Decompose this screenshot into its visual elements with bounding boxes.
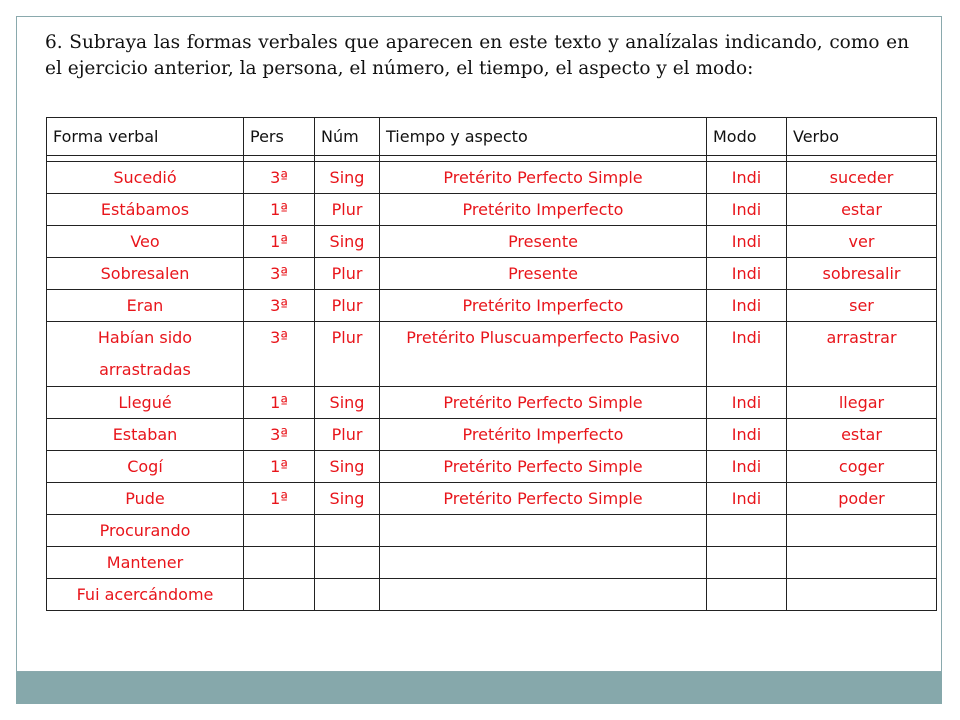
cell-modo: Indi xyxy=(707,258,787,290)
cell-num xyxy=(315,579,380,611)
cell-forma-verbal: Eran xyxy=(47,290,244,322)
verb-analysis-table xyxy=(46,117,937,611)
cell-tiempo-aspecto xyxy=(380,579,707,611)
table-body xyxy=(47,156,937,611)
cell-modo: Indi xyxy=(707,387,787,419)
table-row xyxy=(47,258,937,290)
cell-modo: Indi xyxy=(707,451,787,483)
header-tiempo-aspecto: Tiempo y aspecto xyxy=(380,118,707,156)
table-row xyxy=(47,162,937,194)
cell-verbo: ser xyxy=(787,290,937,322)
cell-tiempo-aspecto: Pretérito Perfecto Simple xyxy=(380,483,707,515)
cell-num: Plur xyxy=(315,194,380,226)
cell-verbo: estar xyxy=(787,194,937,226)
cell-tiempo-aspecto: Pretérito Perfecto Simple xyxy=(380,387,707,419)
cell-pers: 1ª xyxy=(244,226,315,258)
footer-bar xyxy=(16,672,942,704)
cell-pers: 1ª xyxy=(244,483,315,515)
cell-modo: Indi xyxy=(707,322,787,387)
header-pers: Pers xyxy=(244,118,315,156)
table-row xyxy=(47,547,937,579)
cell-forma-verbal: Llegué xyxy=(47,387,244,419)
cell-pers xyxy=(244,579,315,611)
cell-num: Plur xyxy=(315,419,380,451)
cell-num xyxy=(315,515,380,547)
cell-tiempo-aspecto: Pretérito Perfecto Simple xyxy=(380,451,707,483)
cell-forma-verbal: Procurando xyxy=(47,515,244,547)
table-row xyxy=(47,483,937,515)
cell-modo: Indi xyxy=(707,162,787,194)
cell-forma-verbal: Estábamos xyxy=(47,194,244,226)
cell-pers: 1ª xyxy=(244,387,315,419)
cell-forma-verbal: Sucedió xyxy=(47,162,244,194)
cell-num: Plur xyxy=(315,290,380,322)
cell-num: Sing xyxy=(315,451,380,483)
table-row xyxy=(47,226,937,258)
cell-verbo: coger xyxy=(787,451,937,483)
header-modo: Modo xyxy=(707,118,787,156)
cell-num: Sing xyxy=(315,162,380,194)
cell-verbo: llegar xyxy=(787,387,937,419)
cell-tiempo-aspecto: Pretérito Pluscuamperfecto Pasivo xyxy=(380,322,707,387)
cell-tiempo-aspecto xyxy=(380,547,707,579)
cell-modo xyxy=(707,579,787,611)
cell-modo: Indi xyxy=(707,290,787,322)
cell-num: Plur xyxy=(315,258,380,290)
cell-pers: 3ª xyxy=(244,419,315,451)
cell-tiempo-aspecto: Presente xyxy=(380,258,707,290)
cell-tiempo-aspecto: Presente xyxy=(380,226,707,258)
cell-modo: Indi xyxy=(707,419,787,451)
cell-num: Sing xyxy=(315,226,380,258)
cell-verbo xyxy=(787,579,937,611)
cell-forma-verbal: Mantener xyxy=(47,547,244,579)
cell-verbo xyxy=(787,547,937,579)
header-forma-verbal: Forma verbal xyxy=(47,118,244,156)
cell-modo: Indi xyxy=(707,226,787,258)
cell-num xyxy=(315,547,380,579)
table-row xyxy=(47,451,937,483)
cell-pers: 3ª xyxy=(244,322,315,387)
cell-verbo: suceder xyxy=(787,162,937,194)
cell-tiempo-aspecto: Pretérito Imperfecto xyxy=(380,194,707,226)
cell-num: Sing xyxy=(315,387,380,419)
cell-forma-verbal: Habían sido arrastradas xyxy=(47,322,244,387)
cell-pers: 3ª xyxy=(244,290,315,322)
cell-tiempo-aspecto xyxy=(380,515,707,547)
cell-pers: 3ª xyxy=(244,258,315,290)
cell-verbo: poder xyxy=(787,483,937,515)
cell-forma-verbal: Cogí xyxy=(47,451,244,483)
table-row xyxy=(47,387,937,419)
table-row xyxy=(47,194,937,226)
cell-pers xyxy=(244,515,315,547)
cell-pers xyxy=(244,547,315,579)
table-header-row xyxy=(47,118,937,156)
cell-tiempo-aspecto: Pretérito Perfecto Simple xyxy=(380,162,707,194)
cell-pers: 1ª xyxy=(244,194,315,226)
table-row xyxy=(47,419,937,451)
exercise-instructions: 6. Subraya las formas verbales que aparecen en este texto y analízalas indicando, como en el ejercicio anterior, la persona, el número, el tiempo, el aspecto y el modo: xyxy=(45,32,909,79)
table-row xyxy=(47,515,937,547)
cell-verbo: estar xyxy=(787,419,937,451)
cell-modo: Indi xyxy=(707,483,787,515)
cell-pers: 3ª xyxy=(244,162,315,194)
cell-forma-verbal: Sobresalen xyxy=(47,258,244,290)
cell-verbo xyxy=(787,515,937,547)
cell-tiempo-aspecto: Pretérito Imperfecto xyxy=(380,290,707,322)
cell-forma-verbal: Estaban xyxy=(47,419,244,451)
cell-verbo: sobresalir xyxy=(787,258,937,290)
cell-verbo: arrastrar xyxy=(787,322,937,387)
cell-num: Sing xyxy=(315,483,380,515)
table-row xyxy=(47,322,937,387)
cell-verbo: ver xyxy=(787,226,937,258)
cell-modo xyxy=(707,515,787,547)
header-verbo: Verbo xyxy=(787,118,937,156)
table-row xyxy=(47,579,937,611)
cell-forma-verbal: Veo xyxy=(47,226,244,258)
table-row xyxy=(47,290,937,322)
cell-modo: Indi xyxy=(707,194,787,226)
header-num: Núm xyxy=(315,118,380,156)
cell-forma-verbal: Fui acercándome xyxy=(47,579,244,611)
cell-modo xyxy=(707,547,787,579)
cell-pers: 1ª xyxy=(244,451,315,483)
cell-num: Plur xyxy=(315,322,380,387)
cell-forma-verbal: Pude xyxy=(47,483,244,515)
cell-tiempo-aspecto: Pretérito Imperfecto xyxy=(380,419,707,451)
